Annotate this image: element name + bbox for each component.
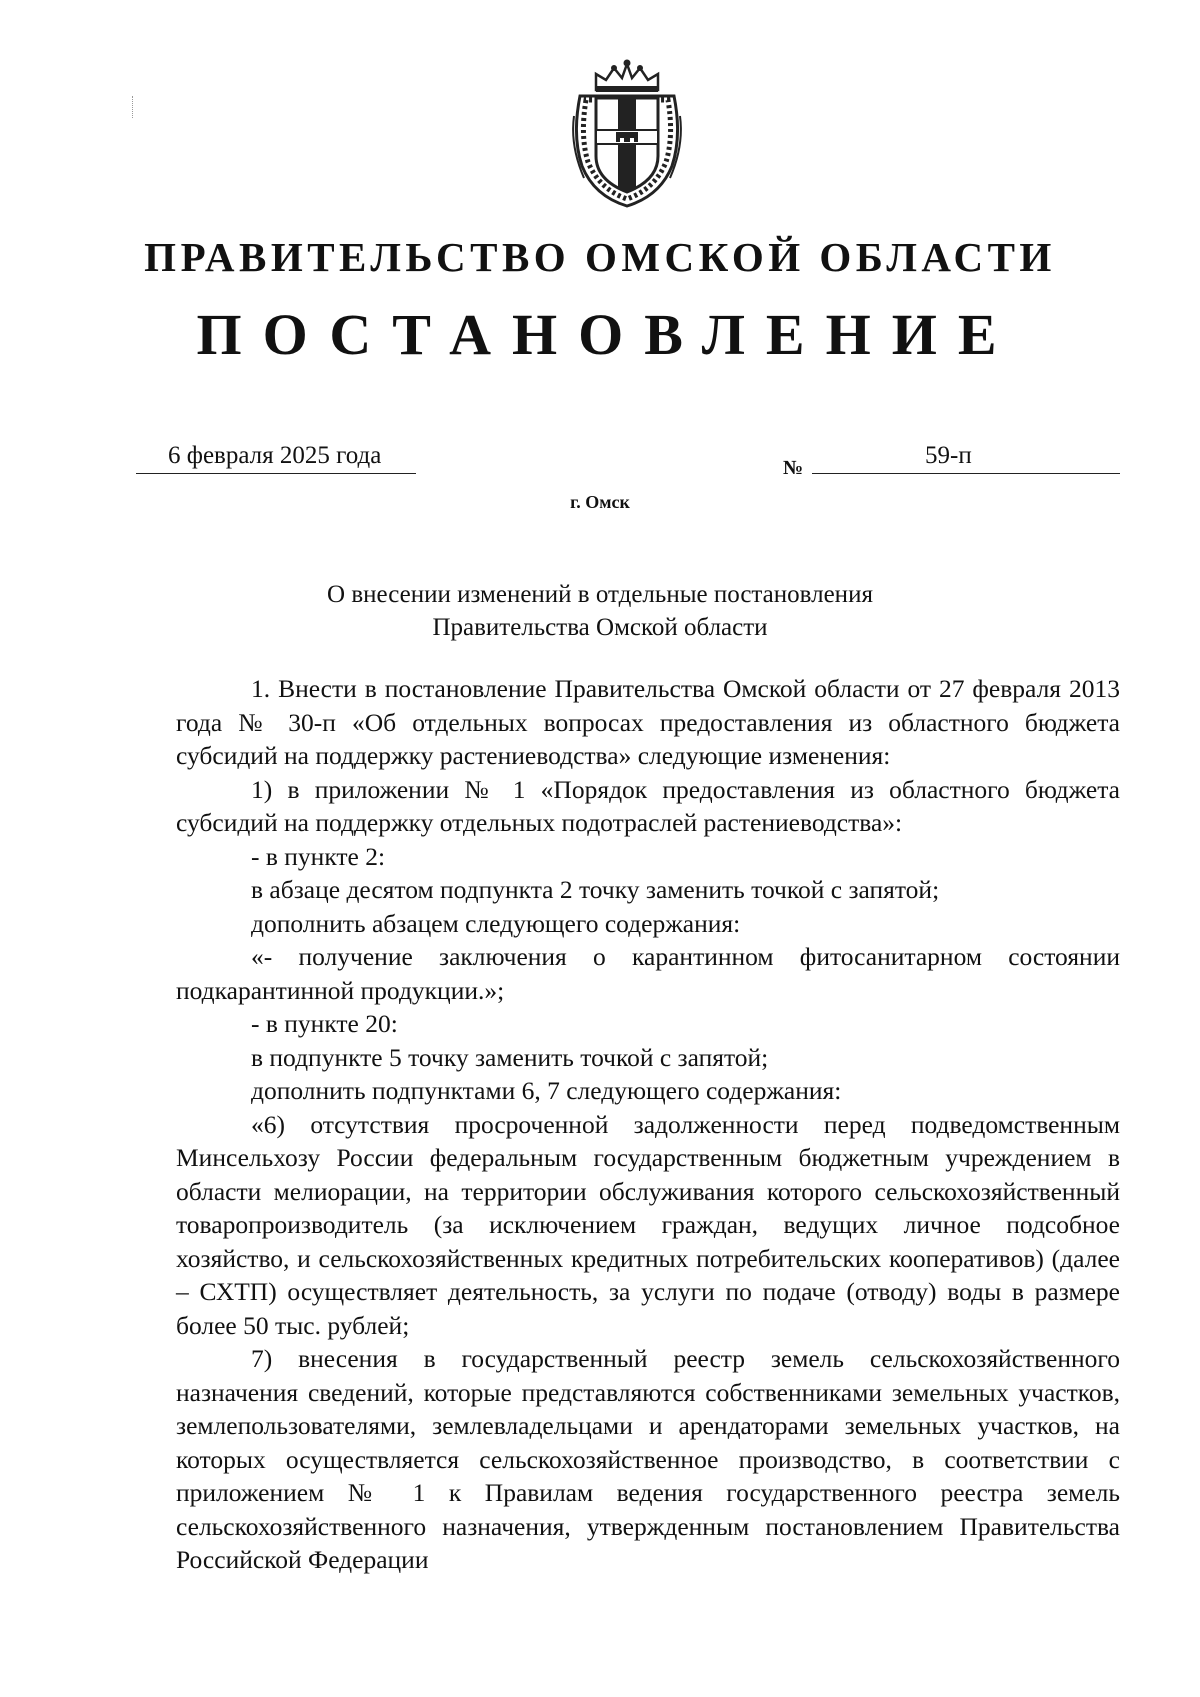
number-underline (812, 473, 1120, 474)
body-paragraph: - в пункте 20: (251, 1009, 398, 1038)
body-paragraph: 1. Внести в постановление Правительства Омской области от 27 февраля 2013 года № 30-п «Об отдельных вопросах предоставления из областного бюджета субсидий на поддержку растениеводства» следующие изменения: (176, 674, 1120, 770)
document-subject (0, 578, 1200, 644)
body-paragraph: - в пункте 2: (251, 841, 386, 871)
number-sign: № (783, 457, 804, 479)
subject-line-2: Правительства Омской области (432, 614, 768, 641)
government-name: ПРАВИТЕЛЬСТВО ОМСКОЙ ОБЛАСТИ (144, 234, 1056, 280)
document-body (176, 672, 1120, 1577)
scan-artifact (132, 96, 134, 118)
subject-line-1: О внесении изменений в отдельные постановления (327, 581, 873, 608)
body-paragraph: в подпункте 5 точку заменить точкой с запятой; (251, 1042, 769, 1072)
body-paragraph: 1) в приложении № 1 «Порядок предоставления из областного бюджета субсидий на поддержку отдельных подотраслей растениеводства»: (176, 774, 1120, 837)
body-paragraph: дополнить подпунктами 6, 7 следующего содержания: (251, 1076, 842, 1105)
document-number: 59-п (925, 442, 972, 469)
body-paragraph: дополнить абзацем следующего содержания: (251, 908, 741, 938)
date-underline (136, 473, 416, 474)
body-paragraph: «6) отсутствия просроченной задолженности перед подведомственным Минсельхозу России федеральным государственным бюджетным учреждением в области мелиорации, на территории обслуживания которого сельскохозяйственный товаропроизводитель (за исключением граждан, ведущих личное подсобное хозяйство, и сельскохозяйственных кредитных потребительских кооперативов) (далее – СХТП) осуществляет деятельность, за услуги по подаче (отводу) воды в размере более 50 тыс. рублей; (176, 1109, 1120, 1340)
body-paragraph: «- получение заключения о карантинном фитосанитарном состоянии подкарантинной продукции.»; (176, 942, 1120, 1005)
body-paragraph: в абзаце десятом подпункта 2 точку заменить точкой с запятой; (251, 875, 940, 904)
document-city: г. Омск (570, 492, 630, 512)
omsk-region-coat-of-arms-icon (566, 56, 688, 208)
document-date: 6 февраля 2025 года (168, 442, 382, 469)
document-type-title: ПОСТАНОВЛЕНИЕ (196, 302, 1018, 367)
body-paragraph: 7) внесения в государственный реестр земель сельскохозяйственного назначения сведений, которые представляются собственниками земельных участков, землепользователями, землевладельцами и арендаторами земельных участков, на которых осуществляется сельскохозяйственное производство, в соответствии с приложением № 1 к Правилам ведения государственного реестра земель сельскохозяйственного назначения, утвержденным постановлением Правительства Российской Федерации (176, 1344, 1120, 1574)
